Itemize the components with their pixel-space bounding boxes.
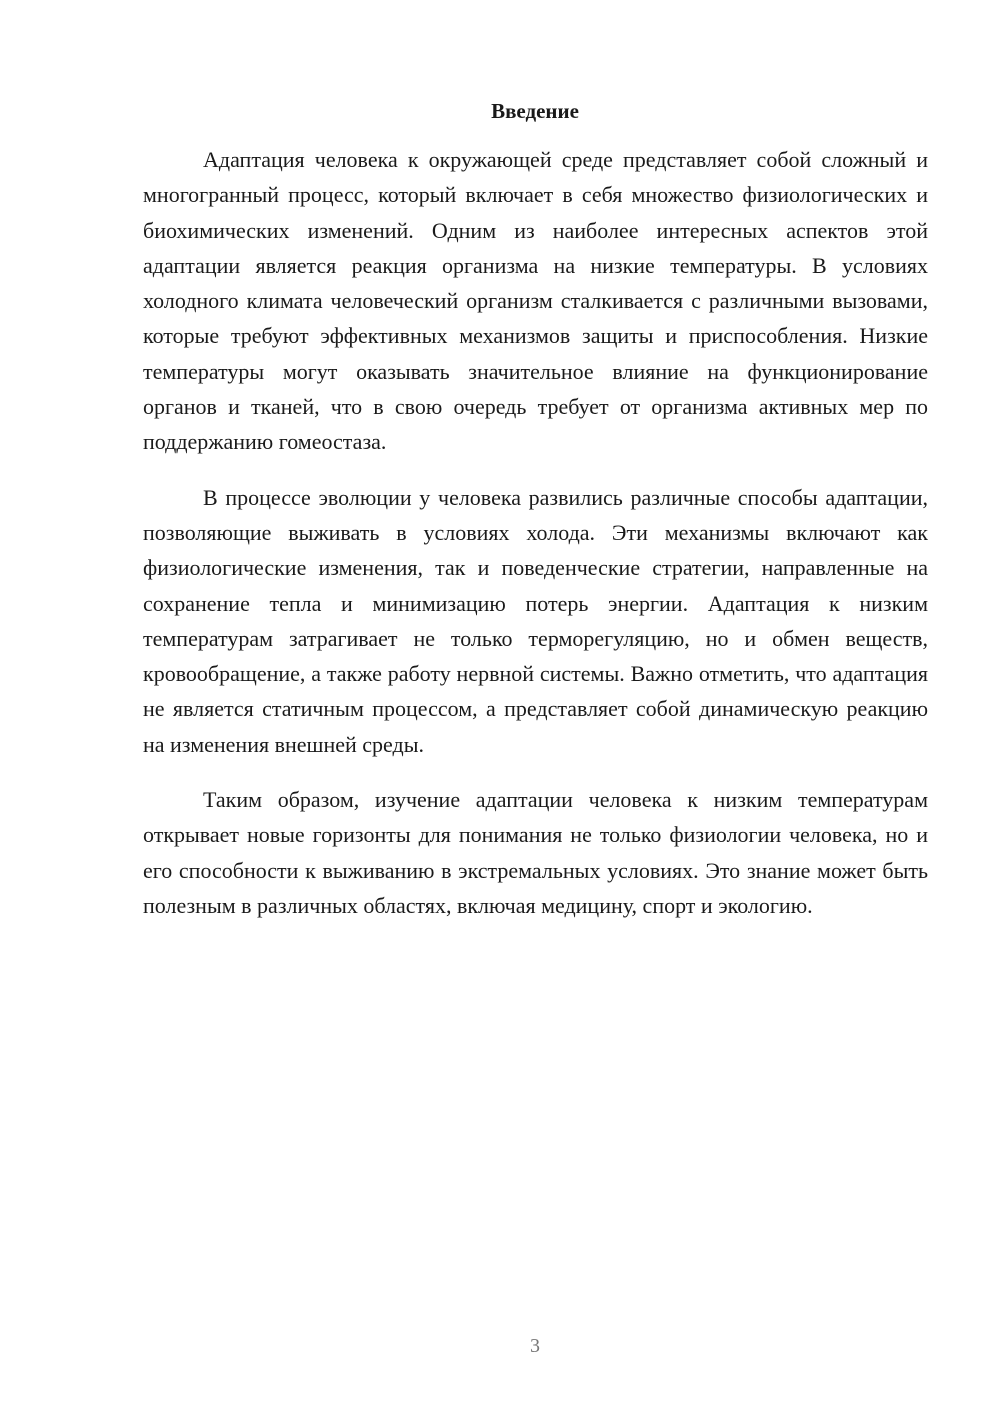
- page-number: 3: [530, 1335, 540, 1357]
- page-heading: Введение: [491, 99, 579, 123]
- body-text: [143, 142, 928, 943]
- paragraph-1: Адаптация человека к окружающей среде представляет собой сложный и многогранный процесс, который включает в себя множество физиологических и биохимических изменений. Одним из наиболее интересных аспектов этой адаптации является реакция организма на низкие температуры. В условиях холодного климата человеческий организм сталкивается с различными вызовами, которые требуют эффективных механизмов защиты и приспособления. Низкие температуры могут оказывать значительное влияние на функционирование органов и тканей, что в свою очередь требует от организма активных мер по поддержанию гомеостаза.: [143, 147, 928, 455]
- paragraph-3: Таким образом, изучение адаптации человека к низким температурам открывает новые горизонты для понимания не только физиологии человека, но и его способности к выживанию в экстремальных условиях. Это знание может быть полезным в различных областях, включая медицину, спорт и экологию.: [143, 787, 928, 918]
- paragraph-2: В процессе эволюции у человека развились различные способы адаптации, позволяющие выживать в условиях холода. Эти механизмы включают как физиологические изменения, так и поведенческие стратегии, направленные на сохранение тепла и минимизацию потерь энергии. Адаптация к низким температурам затрагивает не только терморегуляцию, но и обмен веществ, кровообращение, а также работу нервной системы. Важно отметить, что адаптация не является статичным процессом, а представляет собой динамическую реакцию на изменения внешней среды.: [143, 484, 928, 757]
